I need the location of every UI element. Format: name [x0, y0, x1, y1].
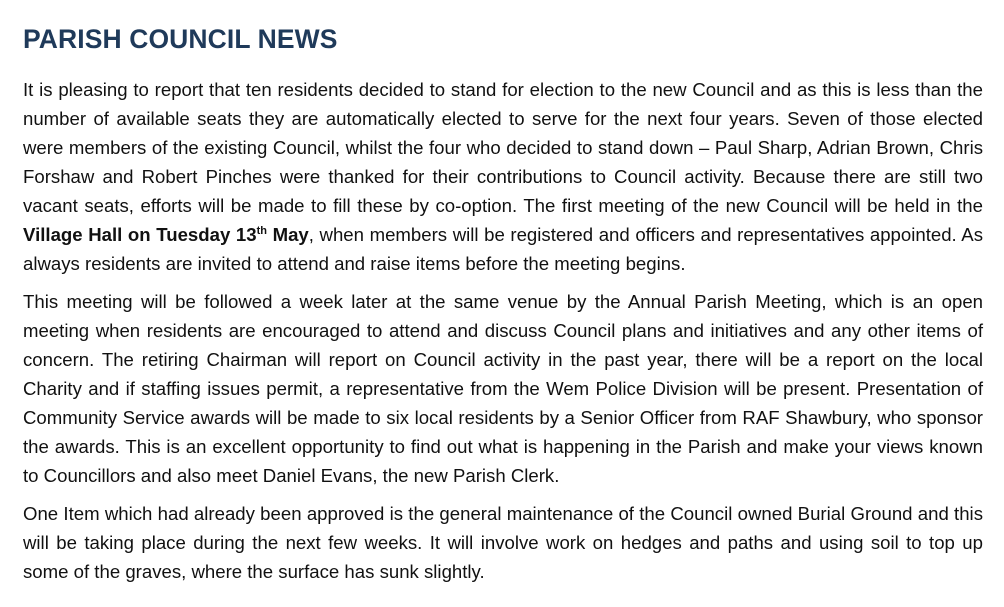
paragraph-annual-meeting: This meeting will be followed a week later at the same venue by the Annual Parish Meeting, which is an open meeting when residents are encouraged to attend and discuss Council plans and initiatives and any other items of concern. The retiring Chairman will report on Council activity in the past year, there will be a report on the local Charity and if staffing issues permit, a representative from the Wem Police Division will be present. Presentation of Community Service awards will be made to six local residents by a Senior Officer from RAF Shawbury, who sponsor the awards. This is an excellent opportunity to find out what is happening in the Parish and make your views known to Councillors and also meet Daniel Evans, the new Parish Clerk. — [23, 291, 983, 486]
paragraph-burial-ground: One Item which had already been approved is the general maintenance of the Council owned Burial Ground and this will be taking place during the next few weeks. It will involve work on hedges and paths and using soil to top up some of the graves, where the surface has sunk slightly. — [23, 503, 983, 582]
meeting-month: May — [266, 224, 309, 245]
paragraph-election — [23, 75, 983, 278]
meeting-venue-date — [23, 224, 309, 245]
article — [23, 20, 983, 595]
meeting-venue-date-text: Village Hall on Tuesday 13 — [23, 224, 257, 245]
paragraph-election-text-end: , when members will be registered and officers and representatives appointed. As always residents are invited to attend and raise items before the meeting begins. — [23, 224, 984, 274]
date-ordinal-suffix: th — [256, 225, 267, 237]
paragraph-election-text-start: It is pleasing to report that ten residents decided to stand for election to the new Council and as this is less than the number of available seats they are automatically elected to serve for the next four years. Seven of those elected were members of the existing Council, whilst the four who decided to stand down – Paul Sharp, Adrian Brown, Chris Forshaw and Robert Pinches were thanked for their contributions to Council activity. Because there are still two vacant seats, efforts will be made to fill these by co-option. The first meeting of the new Council will be held in the — [23, 79, 983, 216]
page-title: PARISH COUNCIL NEWS — [23, 24, 338, 54]
